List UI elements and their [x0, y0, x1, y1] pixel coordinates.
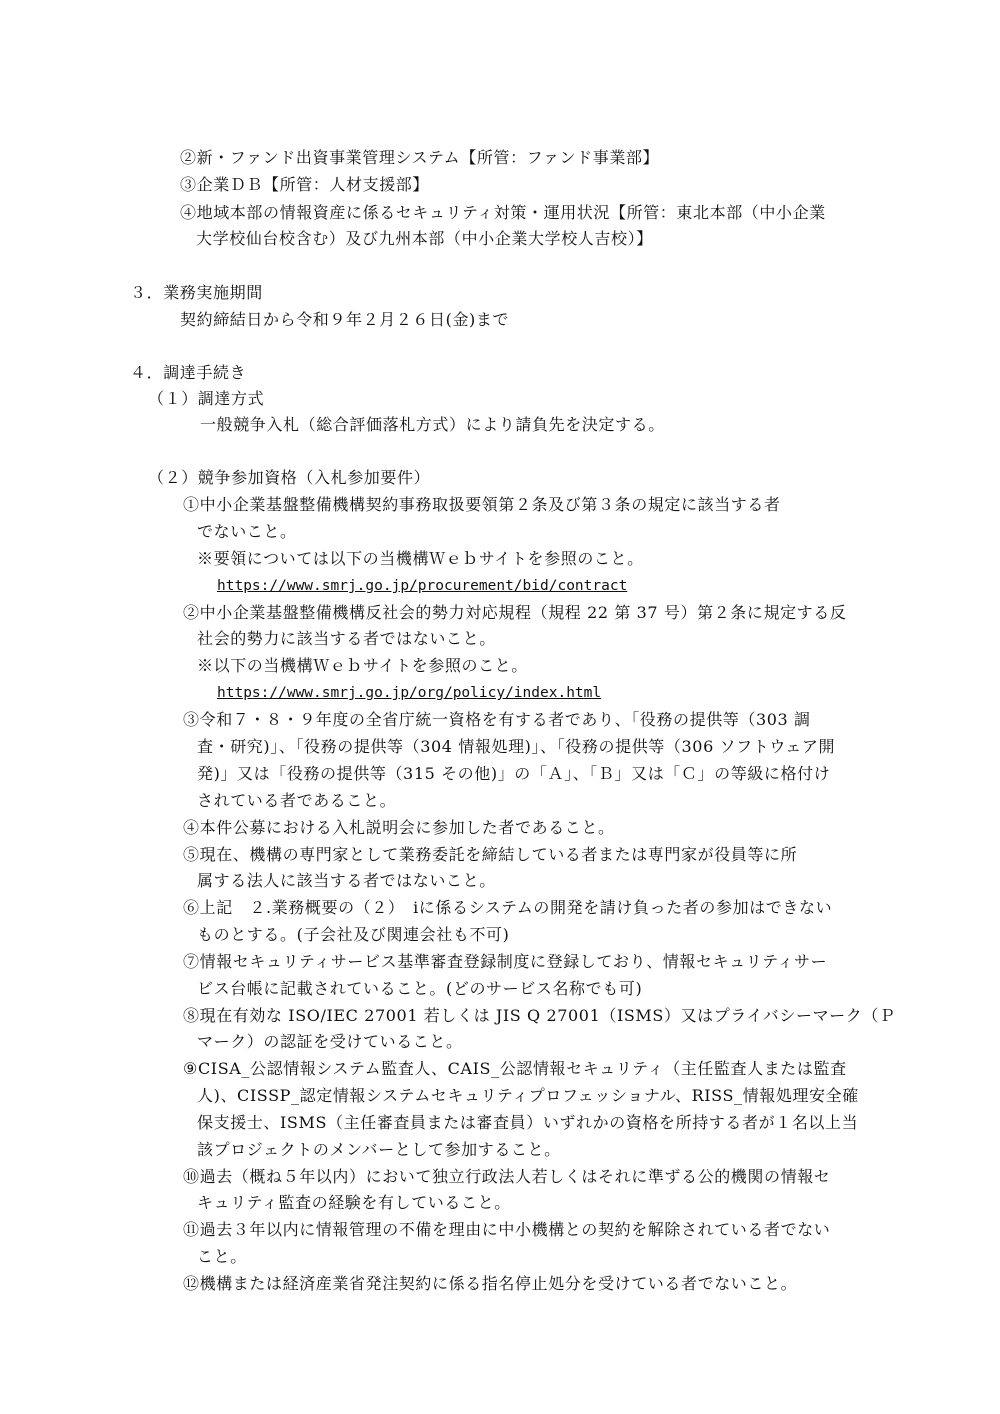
criterion-6-line2: ものとする。(子会社及び関連会社も不可): [197, 925, 510, 944]
criterion-5-line2: 属する法人に該当する者ではないこと。: [197, 871, 496, 890]
criterion-4: ④本件公募における入札説明会に参加した者であること。: [183, 818, 615, 837]
criterion-11-line2: こと。: [197, 1247, 247, 1266]
criterion-7-line2: ビス台帳に記載されていること。(どのサービス名称でも可): [197, 979, 643, 998]
criterion-1-line1: ①中小企業基盤整備機構契約事務取扱要領第２条及び第３条の規定に該当する者: [183, 495, 781, 514]
criterion-1-note: ※要領については以下の当機構Ｗｅｂサイトを参照のこと。: [197, 549, 644, 568]
criterion-9-line4: 該プロジェクトのメンバーとして参加すること。: [197, 1140, 561, 1159]
list-item-2: ②新・ファンド出資事業管理システム【所管：ファンド事業部】: [180, 148, 660, 167]
subsection-2-heading: （２）競争参加資格（入札参加要件）: [148, 468, 431, 487]
criterion-3-line2: 査・研究)」、「役務の提供等（304 情報処理)」、「役務の提供等（306 ソフトウェア開: [197, 737, 836, 756]
criterion-12: ⑫機構または経済産業省発注契約に係る指名停止処分を受けている者でないこと。: [183, 1274, 798, 1293]
section-3-heading: ３．業務実施期間: [130, 283, 263, 302]
criterion-10-line2: キュリティ監査の経験を有していること。: [197, 1193, 511, 1212]
criterion-8-line2: マーク）の認証を受けていること。: [197, 1032, 463, 1051]
criterion-1-line2: でないこと。: [197, 522, 297, 541]
list-item-3: ③企業ＤＢ【所管：人材支援部】: [180, 175, 430, 194]
policy-link[interactable]: https://www.smrj.go.jp/org/policy/index.html: [217, 685, 602, 701]
list-item-4-line2: 大学校仙台校含む）及び九州本部（中小企業大学校人吉校）】: [196, 229, 653, 248]
criterion-9-line3: 保支援士、ISMS（主任審査員または審査員）いずれかの資格を所持する者が１名以上当: [197, 1113, 859, 1132]
criterion-2-line2: 社会的勢力に該当する者ではないこと。: [197, 629, 496, 648]
criterion-8-line1: ⑧現在有効な ISO/IEC 27001 若しくは JIS Q 27001（ISMS）又はプライバシーマーク（Ｐ: [183, 1006, 896, 1025]
contract-rules-link[interactable]: https://www.smrj.go.jp/procurement/bid/contract: [217, 578, 628, 594]
criterion-5-line1: ⑤現在、機構の専門家として業務委託を締結している者または専門家が役員等に所: [183, 845, 798, 864]
criterion-9-line2: 人)、CISSP_認定情報システムセキュリティプロフェッショナル、RISS_情報処理安全確: [197, 1086, 859, 1105]
subsection-1-body: 一般競争入札（総合評価落札方式）により請負先を決定する。: [200, 415, 665, 434]
criterion-2-note: ※以下の当機構Ｗｅｂサイトを参照のこと。: [197, 656, 528, 675]
criterion-11-line1: ⑪過去３年以内に情報管理の不備を理由に中小機構との契約を解除されている者でない: [183, 1220, 831, 1239]
subsection-1-heading: （１）調達方式: [148, 389, 265, 408]
section-4-heading: ４．調達手続き: [130, 363, 247, 382]
criterion-3-line4: されている者であること。: [197, 791, 397, 810]
criterion-6-line1: ⑥上記 ２.業務概要の（２） ⅰに係るシステムの開発を請け負った者の参加はできない: [183, 898, 833, 917]
criterion-10-line1: ⑩過去（概ね５年以内）において独立行政法人若しくはそれに準ずる公的機関の情報セ: [183, 1167, 831, 1186]
criterion-7-line1: ⑦情報セキュリティサービス基準審査登録制度に登録しており、情報セキュリティサー: [183, 952, 828, 971]
section-3-body: 契約締結日から令和９年２月２６日(金)まで: [180, 310, 510, 329]
criterion-3-line3: 発)」又は「役務の提供等（315 その他)」の「Ａ」、「Ｂ」又は「Ｃ」の等級に格付け: [197, 764, 831, 783]
criterion-2-line1: ②中小企業基盤整備機構反社会的勢力対応規程（規程 22 第 37 号）第２条に規定する反: [183, 603, 847, 622]
criterion-3-line1: ③令和７・８・９年度の全省庁統一資格を有する者であり、「役務の提供等（303 調: [183, 710, 811, 729]
list-item-4-line1: ④地域本部の情報資産に係るセキュリティ対策・運用状況【所管：東北本部（中小企業: [180, 203, 826, 222]
criterion-9-line1: ⑨CISA_公認情報システム監査人、CAIS_公認情報セキュリティ（主任監査人または監査: [183, 1059, 847, 1078]
